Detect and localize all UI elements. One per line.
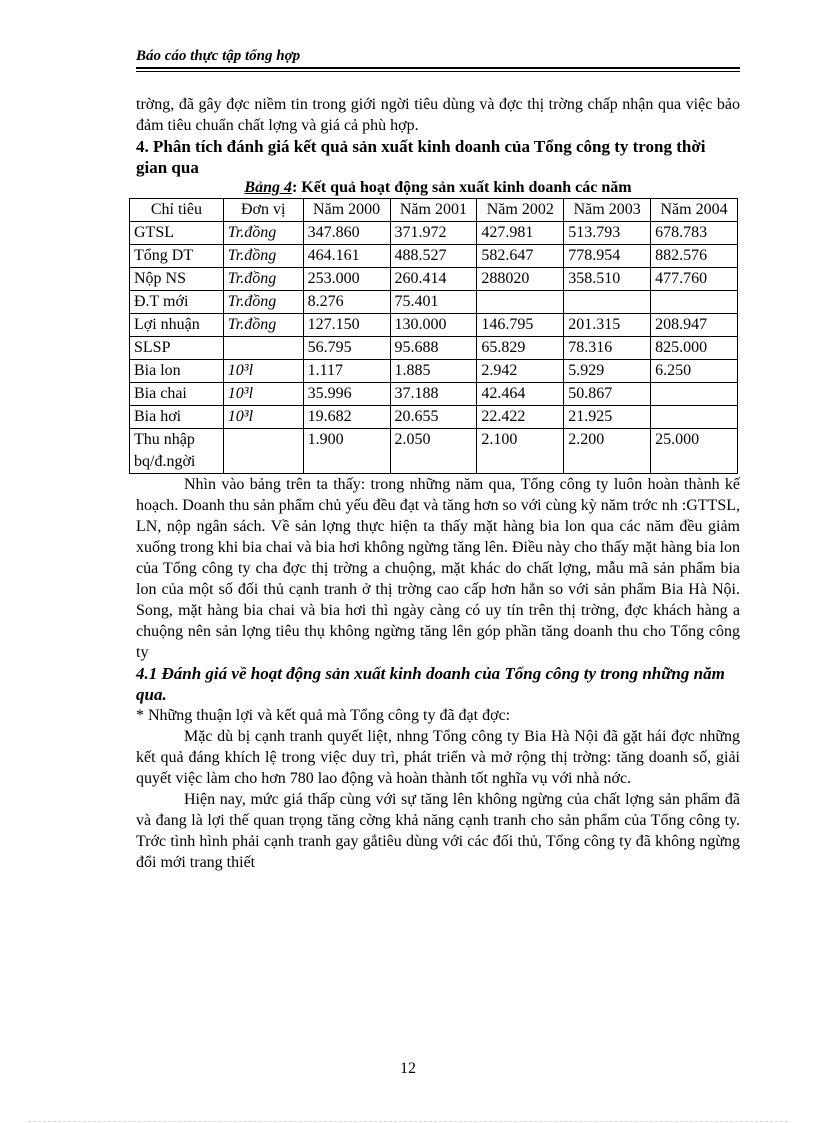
table-cell: 347.860 [303, 222, 390, 245]
table-cell [651, 406, 738, 429]
page-bottom-rule [28, 1121, 788, 1122]
table-header-cell: Năm 2004 [651, 199, 738, 222]
table-cell: 513.793 [564, 222, 651, 245]
table-header-cell: Chỉ tiêu [130, 199, 224, 222]
table-header-cell: Đơn vị [223, 199, 303, 222]
table-cell: Bia lon [130, 360, 224, 383]
results-table [129, 198, 738, 474]
table-cell: 42.464 [477, 383, 564, 406]
table-cell: 19.682 [303, 406, 390, 429]
table-cell: 2.050 [390, 429, 477, 474]
table-cell: 2.100 [477, 429, 564, 474]
table-cell: 127.150 [303, 314, 390, 337]
table-cell: 825.000 [651, 337, 738, 360]
table-header-cell: Năm 2003 [564, 199, 651, 222]
table-cell: 678.783 [651, 222, 738, 245]
table-cell [651, 291, 738, 314]
table-caption [136, 178, 740, 198]
current-situation-paragraph: Hiện nay, mức giá thấp cùng với sự tăng lên không ngừng của chất lợng sản phẩm đã và đang là lợi thế quan trọng tăng cờng khả năng cạnh tranh cho sản phẩm của Tổng công ty. Trớc tình hình phải cạnh tranh gay gắtiêu dùng với các đối thủ, Tổng công ty đã không ngừng đổi mới trang thiết [136, 791, 740, 871]
table-cell: 488.527 [390, 245, 477, 268]
table-cell: 477.760 [651, 268, 738, 291]
table-cell: 10³l [223, 360, 303, 383]
table-cell: 201.315 [564, 314, 651, 337]
table-cell: 22.422 [477, 406, 564, 429]
page-body [136, 94, 740, 873]
table-cell: 1.885 [390, 360, 477, 383]
section-heading: 4. Phân tích đánh giá kết quả sản xuất kinh doanh của Tổng công ty trong thời gian qua [136, 137, 706, 177]
header-rule-thick [136, 67, 740, 69]
table-cell: 146.795 [477, 314, 564, 337]
table-cell: Tổng DT [130, 245, 224, 268]
table-row [130, 337, 738, 360]
table-cell: 65.829 [477, 337, 564, 360]
table-caption-text: : Kết quả hoạt động sản xuất kinh doanh các năm [291, 179, 632, 196]
table-cell: 8.276 [303, 291, 390, 314]
table-cell: 37.188 [390, 383, 477, 406]
table-cell: 464.161 [303, 245, 390, 268]
table-cell: 1.117 [303, 360, 390, 383]
table-cell: Đ.T mới [130, 291, 224, 314]
table-row [130, 245, 738, 268]
table-header-cell: Năm 2002 [477, 199, 564, 222]
table-cell: Bia hơi [130, 406, 224, 429]
table-row [130, 429, 738, 474]
table-cell: Tr.đồng [223, 291, 303, 314]
table-cell: 50.867 [564, 383, 651, 406]
table-cell: 260.414 [390, 268, 477, 291]
subsection-heading: 4.1 Đánh giá về hoạt động sản xuất kinh doanh của Tổng công ty trong những năm qua. [136, 664, 725, 704]
table-cell: 288020 [477, 268, 564, 291]
table-cell: Nộp NS [130, 268, 224, 291]
table-row [130, 268, 738, 291]
table-cell: Tr.đồng [223, 222, 303, 245]
table-cell [223, 429, 303, 474]
table-cell: Bia chai [130, 383, 224, 406]
table-row [130, 222, 738, 245]
table-cell: 95.688 [390, 337, 477, 360]
table-cell: 427.981 [477, 222, 564, 245]
table-cell: 5.929 [564, 360, 651, 383]
table-header-cell: Năm 2000 [303, 199, 390, 222]
table-cell [564, 291, 651, 314]
table-cell: 882.576 [651, 245, 738, 268]
table-cell: 75.401 [390, 291, 477, 314]
table-cell: 56.795 [303, 337, 390, 360]
page-header-title: Báo cáo thực tập tổng hợp [136, 48, 301, 64]
table-cell: 582.647 [477, 245, 564, 268]
table-cell [651, 383, 738, 406]
table-cell: 2.200 [564, 429, 651, 474]
table-header-row [130, 199, 738, 222]
table-cell: 35.996 [303, 383, 390, 406]
page-number: 12 [400, 1060, 416, 1077]
table-cell: Thu nhập bq/đ.ngời [130, 429, 224, 474]
table-cell: Tr.đồng [223, 268, 303, 291]
table-row [130, 383, 738, 406]
intro-paragraph: trờng, đã gây đợc niềm tin trong giới ngời tiêu dùng và đợc thị trờng chấp nhận qua việc bảo đảm tiêu chuẩn chất lợng và giá cả phù hợp. [136, 96, 740, 134]
table-cell: 10³l [223, 383, 303, 406]
table-row [130, 406, 738, 429]
table-cell: GTSL [130, 222, 224, 245]
results-paragraph: Mặc dù bị cạnh tranh quyết liệt, nhng Tổng công ty Bia Hà Nội đã gặt hái đợc những kết quả đáng khích lệ trong việc duy trì, phát triển và mở rộng thị trờng: tăng doanh số, giải quyết việc làm cho hơn 780 lao động và hoàn thành tốt nghĩa vụ với nhà nớc. [136, 728, 740, 787]
table-cell: Tr.đồng [223, 245, 303, 268]
table-cell: Lợi nhuận [130, 314, 224, 337]
table-row [130, 291, 738, 314]
table-cell: 20.655 [390, 406, 477, 429]
table-cell: 358.510 [564, 268, 651, 291]
table-cell: 130.000 [390, 314, 477, 337]
table-cell [477, 291, 564, 314]
table-cell: 6.250 [651, 360, 738, 383]
table-cell: 371.972 [390, 222, 477, 245]
header-rule-thin [136, 71, 740, 72]
table-cell: 2.942 [477, 360, 564, 383]
table-row [130, 314, 738, 337]
table-caption-label: Bảng 4 [244, 179, 292, 196]
table-cell: 25.000 [651, 429, 738, 474]
analysis-paragraph: Nhìn vào bảng trên ta thấy: trong những năm qua, Tổng công ty luôn hoàn thành kế hoạch. Doanh thu sản phẩm chủ yếu đều đạt và tăng hơn so với cùng kỳ năm trớc nh :GTTSL, LN, nộp ngân sách. Về sản lợng thực hiện ta thấy mặt hàng bia lon qua các năm đều giảm xuống trong khi bia chai và bia hơi không ngừng tăng lên. Điều này cho thấy mặt hàng bia lon của Tổng công ty cha đợc thị trờng a chuộng, mặt khác do chất lợng, mẫu mã sản phẩm bia lon của một số đối thủ cạnh tranh ở thị trờng cao cấp hơn hẳn so với sản phẩm Bia Hà Nội. Song, mặt hàng bia chai và bia hơi thì ngày càng có uy tín trên thị trờng, đợc khách hàng a chuộng nên sản lợng tiêu thụ không ngừng tăng lên góp phần tăng doanh thu cho Tổng công ty [136, 476, 740, 661]
table-cell: 21.925 [564, 406, 651, 429]
table-cell: 778.954 [564, 245, 651, 268]
table-cell: 10³l [223, 406, 303, 429]
table-cell: 253.000 [303, 268, 390, 291]
table-cell: Tr.đồng [223, 314, 303, 337]
table-cell: SLSP [130, 337, 224, 360]
table-cell [223, 337, 303, 360]
table-cell: 208.947 [651, 314, 738, 337]
table-cell: 78.316 [564, 337, 651, 360]
bullet-line: * Những thuận lợi và kết quả mà Tổng công ty đã đạt đợc: [136, 707, 511, 724]
table-cell: 1.900 [303, 429, 390, 474]
table-header-cell: Năm 2001 [390, 199, 477, 222]
table-row [130, 360, 738, 383]
